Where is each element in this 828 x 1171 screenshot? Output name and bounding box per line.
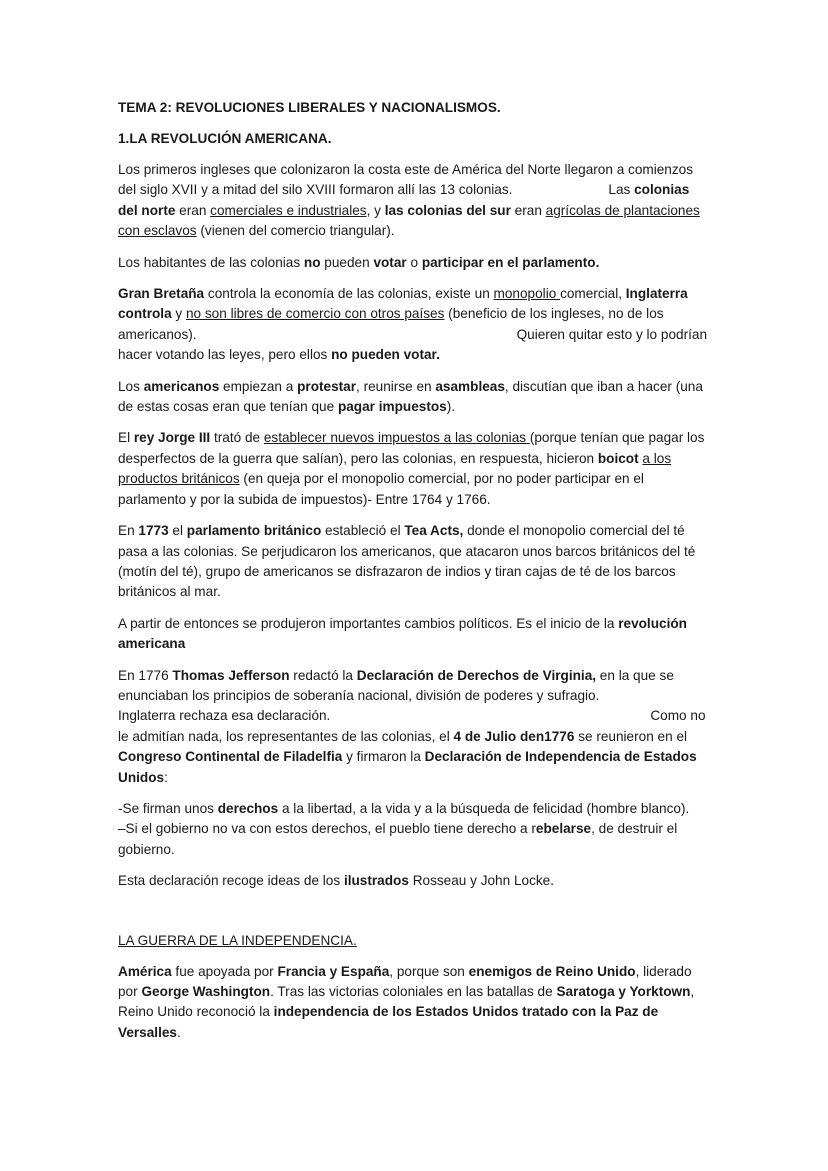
- paragraph-gran-bretana: Gran Bretaña controla la economía de las colonias, existe un monopolio comercial, Inglaterra controla y no son libres de comercio con otros países (beneficio de los ingleses, no de los americanos). Quieren quitar esto y lo podrían hacer votando las leyes, pero ellos no pueden votar.: [118, 286, 708, 363]
- spacer: [118, 903, 710, 931]
- paragraph-guerra: América fue apoyada por Francia y España, porque son enemigos de Reino Unido, liderado por George Washington. Tras las victorias coloniales en las batallas de Saratoga y Yorktown, Reino Unido reconoció la independencia de los Estados Unidos tratado con la Paz de Versalles.: [118, 963, 695, 1040]
- paragraph-habitantes: Los habitantes de las colonias no pueden votar o participar en el parlamento.: [118, 254, 600, 270]
- document-title: TEMA 2: REVOLUCIONES LIBERALES Y NACIONALISMOS.: [118, 100, 501, 115]
- paragraph-declaracion: En 1776 Thomas Jefferson redactó la Declaración de Derechos de Virginia, en la que se enunciaban los principios de soberanía nacional, división de poderes y sufragio. Inglaterra rechaza esa declaración. Como no le admitían nada, los representantes de las colonias, el 4 de Julio den1776 se reunieron en el Congreso Continental de Filadelfia y firmaron la Declaración de Independencia de Estados Unidos:: [118, 667, 706, 785]
- paragraph-rey-jorge: El rey Jorge III trató de establecer nuevos impuestos a las colonias (porque tenían que pagar los desperfectos de la guerra que salían), pero las colonias, en respuesta, hicieron boicot a los productos británicos (en queja por el monopolio comercial, por no poder participar en el parlamento y por la subida de impuestos)- Entre 1764 y 1766.: [118, 430, 705, 507]
- paragraph-americanos: Los americanos empiezan a protestar, reunirse en asambleas, discutían que iban a hacer (una de estas cosas eran que tenían que pagar impuestos).: [118, 378, 703, 415]
- paragraph-tea-acts: En 1773 el parlamento británico estableció el Tea Acts, donde el monopolio comercial del té pasa a las colonias. Se perjudicaron los americanos, que atacaron unos barcos británicos del té (motín del té), grupo de americanos se disfrazaron de indios y tiran cajas de té de los barcos británicos al mar.: [118, 523, 696, 600]
- paragraph-ilustrados: Esta declaración recoge ideas de los ilustrados Rosseau y John Locke.: [118, 873, 555, 889]
- paragraph-derechos: -Se firman unos derechos a la libertad, a la vida y a la búsqueda de felicidad (hombre blanco). –Si el gobierno no va con estos derechos, el pueblo tiene derecho a rebelarse, de destruir el gobierno.: [118, 800, 690, 857]
- document-page: [118, 98, 710, 1054]
- section-heading-revolucion-americana: 1.LA REVOLUCIÓN AMERICANA.: [118, 131, 332, 146]
- paragraph-inicio-revolucion: A partir de entonces se produjeron importantes cambios políticos. Es el inicio de la revolución americana: [118, 615, 687, 652]
- paragraph-colonias: Los primeros ingleses que colonizaron la costa este de América del Norte llegaron a comienzos del siglo XVII y a mitad del silo XVIII formaron allí las 13 colonias. Las colonias del norte eran comerciales e industriales, y las colonias del sur eran agrícolas de plantaciones con esclavos (vienen del comercio triangular).: [118, 162, 700, 239]
- section-heading-guerra-independencia: LA GUERRA DE LA INDEPENDENCIA.: [118, 932, 357, 948]
